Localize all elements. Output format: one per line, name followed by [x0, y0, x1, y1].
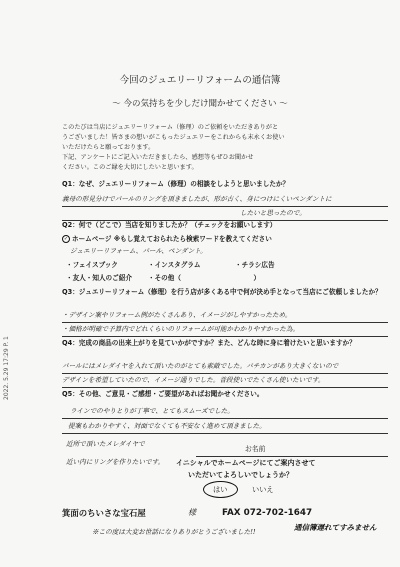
- intro-line-5: ください。このご縁を大切にしたいと思います。: [62, 164, 198, 171]
- q3-answer-1: ・デザイン案やリフォーム例がたくさんあり、イメージがしやすかったため。: [62, 311, 292, 319]
- q5-line-1: [62, 418, 388, 419]
- q1-answer-2: したいと思ったので。: [240, 209, 306, 217]
- q2-label: Q2：何で（どこで）当店を知りましたか？（チェックをお願いします）: [62, 221, 277, 229]
- intro-line-4: 下記、アンケートにご記入いただきましたら、感想等もぜひお聞かせ: [62, 154, 254, 161]
- q2-option-facebook[interactable]: ・フェイスブック: [66, 261, 118, 269]
- consent-no[interactable]: いいえ: [252, 485, 274, 494]
- q4-label: Q4：完成の商品の出来上がりを見ていかがですか？また、どんな時に身に着けたいと思いますか？: [62, 339, 356, 347]
- fax-timestamp: 2022. 5.29 17:29 P. 1: [3, 336, 10, 400]
- q2-option-flyer[interactable]: ・チラシ広告: [235, 261, 275, 269]
- footer-signature: 通信簿遅れてすみません: [294, 523, 377, 532]
- q1-label: Q1：なぜ、ジュエリーリフォーム（修理）の相談をしようと思いましたか？: [62, 180, 290, 188]
- q5-answer-4: 近い内にリングを作りたいです。: [66, 458, 165, 466]
- q5-answer-3: 近所で頂いたメレダイヤで: [66, 440, 145, 448]
- q4-answer-2: デザインを希望していたので、イメージ通りでした。普段使いでたくさん使いたいです。: [62, 376, 325, 384]
- footer-thanks: ※この度は大変お世話になりありがとうございました!!: [92, 528, 256, 536]
- q4-answer-1: パールにはメレダイヤを入れて頂いたのがとても素敵でした。バチカンがあり大きくないので: [62, 362, 339, 370]
- q4-line-2: [62, 387, 388, 388]
- intro-line-3: いただけたらと願っております。: [62, 144, 155, 151]
- checked-icon: ✓: [63, 236, 69, 242]
- name-label: お名前: [245, 445, 266, 453]
- q2-search-words: ジュエリーリフォーム、パール、ペンダント。: [70, 247, 207, 255]
- q5-answer-2: 提案もわかりやすく、対面でなくても不安なく進めて頂きました。: [68, 422, 266, 430]
- selected-circle: [203, 481, 238, 498]
- q2-option-homepage[interactable]: ✓ ホームページ ※もし覚えておられたら検索ワードを教えてください: [63, 235, 272, 243]
- intro-line-2: うございました！皆さまの想いがこもったジュエリーをこれからも末永くお使い: [62, 134, 285, 141]
- consent-question-1: イニシャルでホームページにてご案内させて: [176, 459, 316, 467]
- fax-number: FAX 072-702-1647: [222, 508, 313, 518]
- consent-yes[interactable]: はい: [213, 485, 228, 494]
- page-title: 今回のジュエリーリフォームの通信簿: [119, 75, 281, 86]
- q2-option-instagram[interactable]: ・インスタグラム: [148, 261, 201, 269]
- shop-name: 箕面のちいさな宝石屋: [62, 508, 146, 518]
- q2-option-other[interactable]: ・その他（ ）: [148, 274, 261, 282]
- q5-label: Q5：その他、ご意見・ご感想・ご要望があればお聞かせください。: [62, 390, 264, 398]
- name-line: [196, 456, 388, 457]
- q1-answer-1: 義母の形見分けでパールのリングを頂きましたが、形が古く、身につけにくいペンダントに: [62, 195, 332, 203]
- q3-label: Q3：ジュエリーリフォーム（修理）を行う店が多くある中で何が決め手となって当店にご依頼しましたか？: [62, 288, 382, 296]
- intro-line-1: このたびは当店にジュエリーリフォーム（修理）のご依頼をいただきありがと: [62, 124, 279, 131]
- page-subtitle: 〜 今の気持ちを少しだけ聞かせてください 〜: [112, 99, 288, 109]
- shop-suffix: 様: [188, 508, 196, 517]
- q1-line-1: [62, 206, 388, 207]
- q3-line-2: [62, 336, 388, 337]
- q3-line-1: [62, 322, 388, 323]
- q5-answer-1: ラインでのやりとりが丁寧で、とてもスムーズでした。: [70, 407, 234, 415]
- q4-line-1: [62, 373, 388, 374]
- q5-line-2: [62, 433, 388, 434]
- q3-answer-2: ・価格が明確で予算内でどれくらいのリフォームが可能かわかりやすかった為。: [62, 325, 300, 333]
- consent-question-2: いただいてよろしいでしょうか？: [188, 471, 293, 479]
- q2-option-referral[interactable]: ・友人・知人のご紹介: [66, 274, 132, 282]
